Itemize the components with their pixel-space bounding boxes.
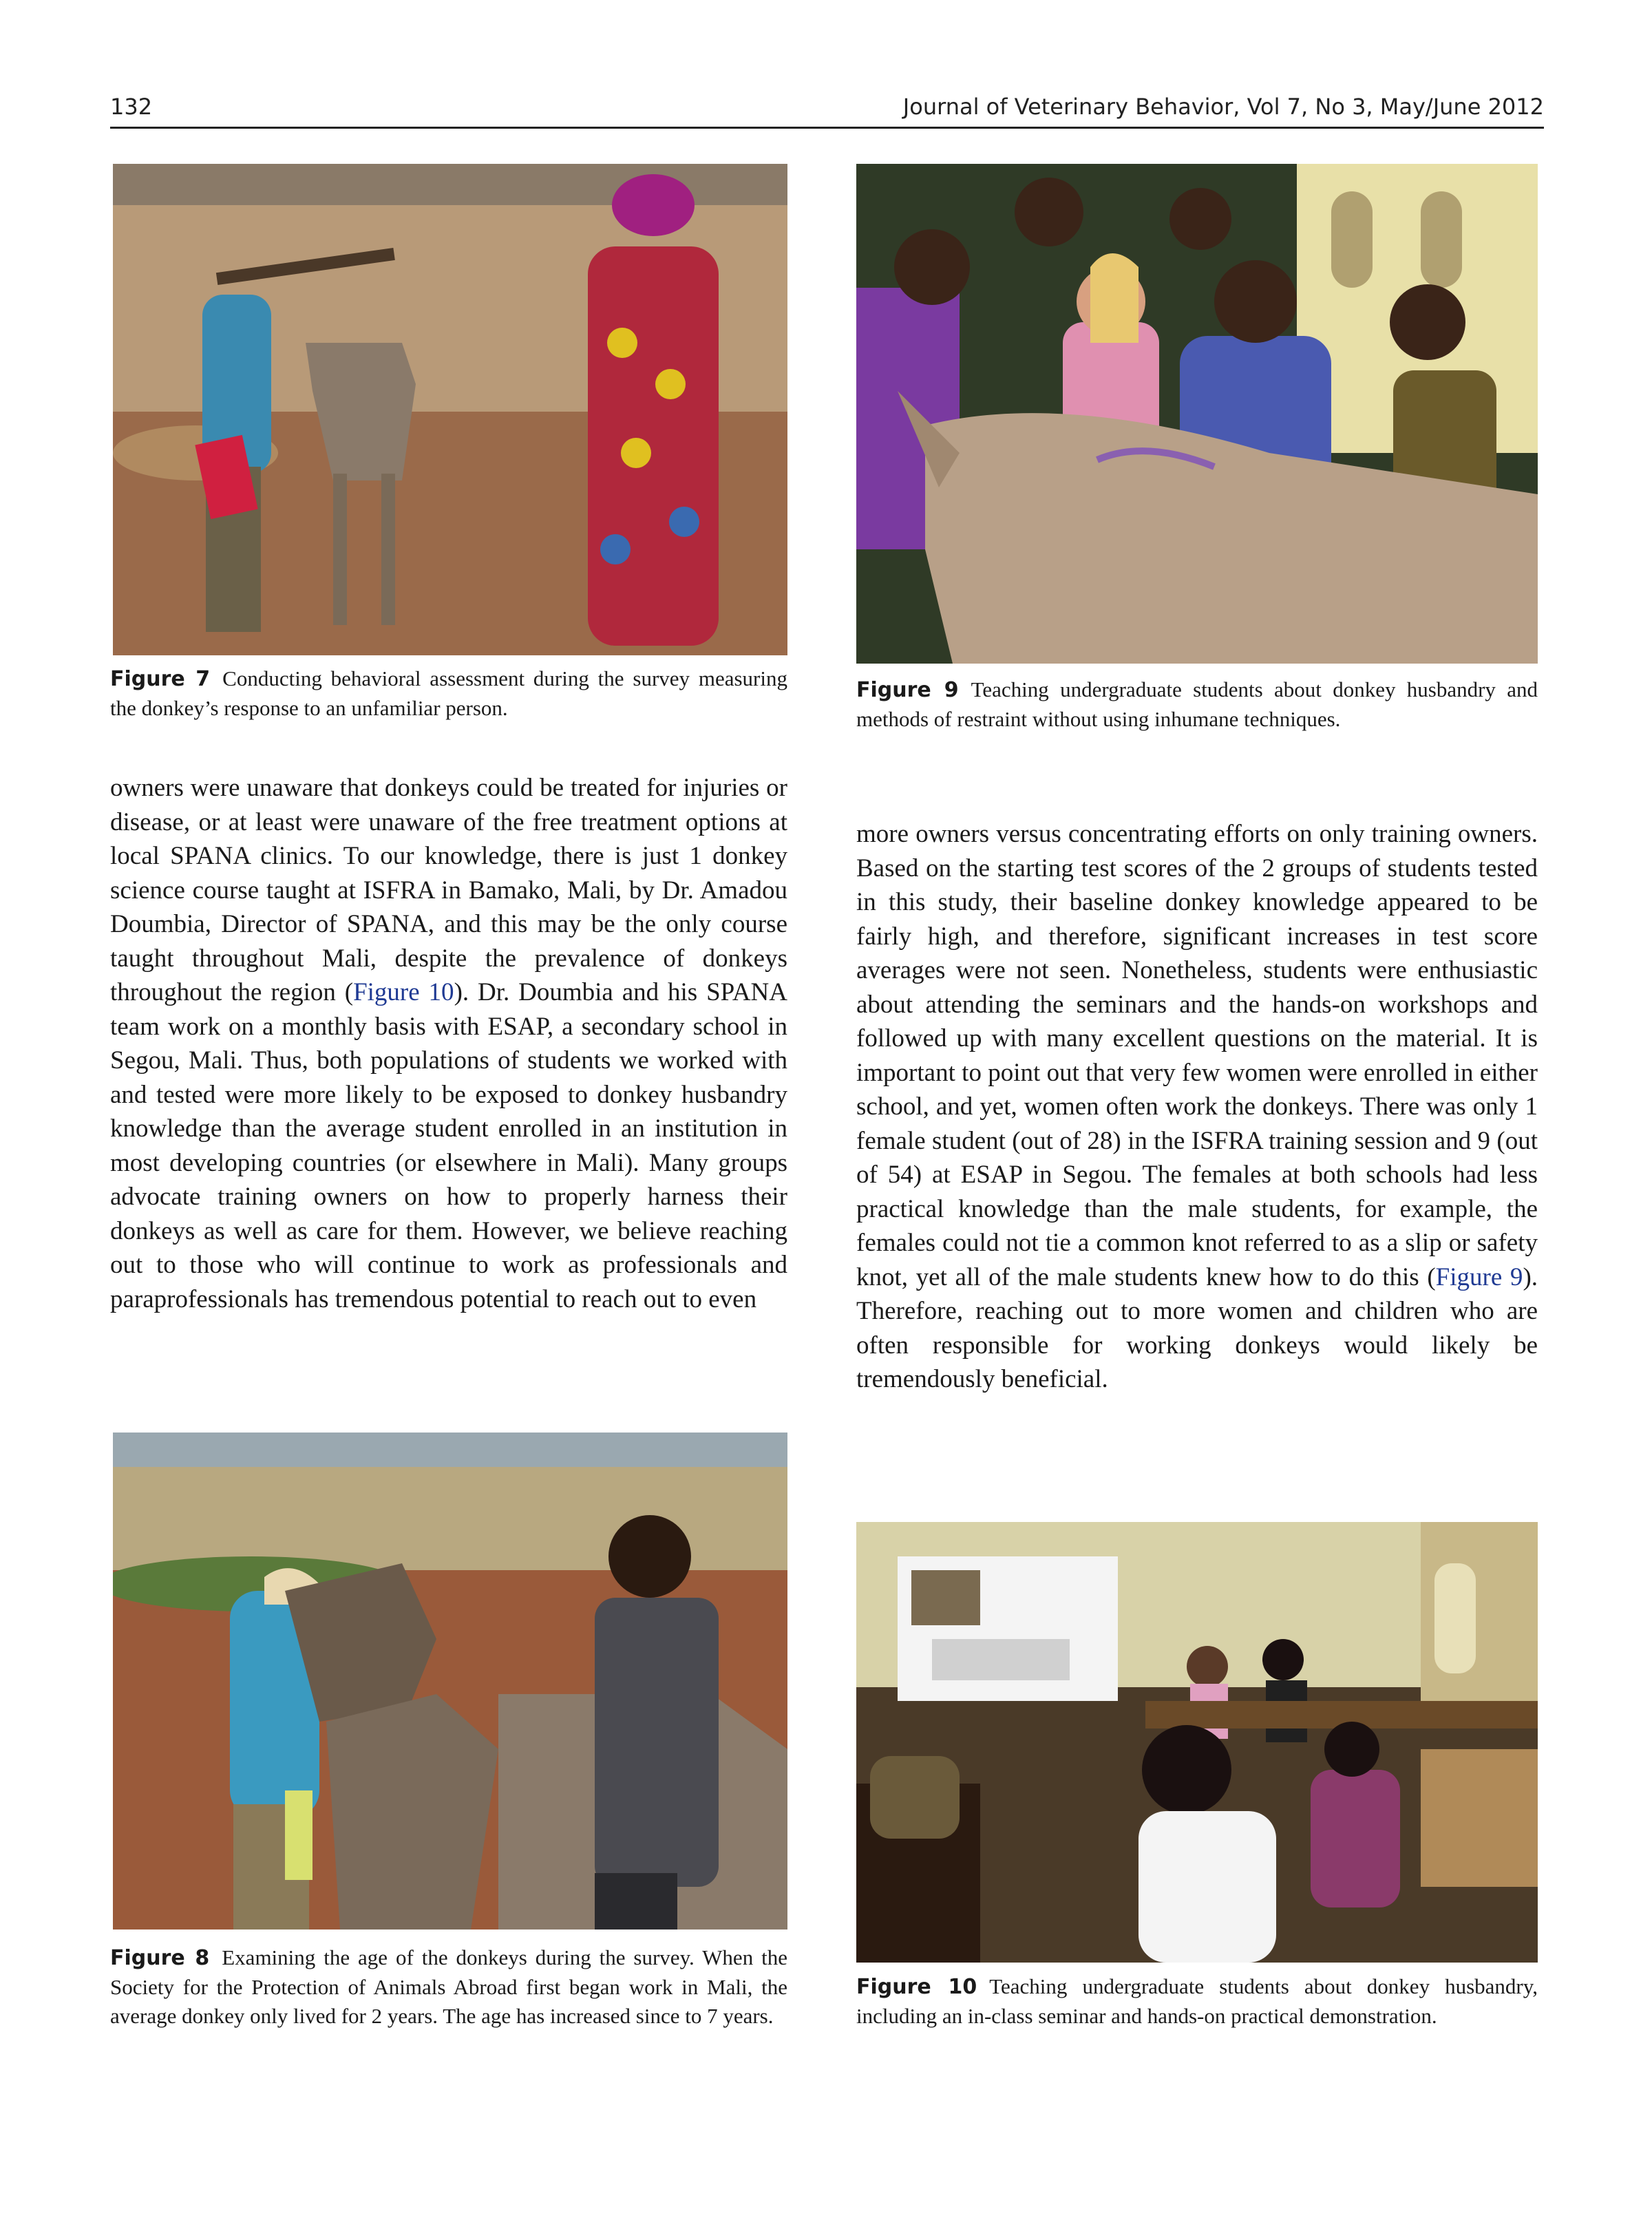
figure-9-label: Figure 9 — [856, 678, 959, 702]
right-paragraph-part1: more owners versus concentrating efforts on only training owners. Based on the starting test scores of the 2 groups of students tested in this study, their baseline donkey knowledge appeared to be fairly high, and therefore, significant increases in test score averages were not seen. Nonetheless, students were enthusiastic about attending the seminars and the hands-on workshops and followed up with many excellent questions on the material. It is important to point out that very few women were enrolled in either school, and yet, women often work the donkeys. There was only 1 female student (out of 28) in the ISFRA training session and 9 (out of 54) at ESAP in Segou. The females at both schools had less practical knowledge than the male students, for example, the females could not tie a common knot referred to as a slip or safety knot, yet all of the male students knew how to do this ( — [856, 820, 1538, 1291]
figure-10-reference-link[interactable]: Figure 10 — [353, 978, 454, 1006]
figure-7-photo — [113, 164, 787, 655]
figure-9-photo — [856, 164, 1538, 664]
left-column-text — [110, 771, 787, 1316]
figure-10-caption — [856, 1972, 1538, 2031]
right-paragraph-part2: ). Therefore, reaching out to more women and children who are often responsible for working donkeys would likely be tremendously beneficial. — [856, 1262, 1538, 1393]
figure-7-label: Figure 7 — [110, 667, 211, 691]
figure-8-photo — [113, 1433, 787, 1930]
header-rule — [110, 127, 1544, 129]
figure-9-reference-link[interactable]: Figure 9 — [1435, 1262, 1523, 1291]
figure-8-caption — [110, 1943, 787, 2031]
right-column-text — [856, 817, 1538, 1397]
figure-8-caption-text: Examining the age of the donkeys during the survey. When the Society for the Protection of Animals Abroad first began work in Mali, the average donkey only lived for 2 years. The age has increased since to 7 years. — [110, 1945, 787, 2028]
figure-8-label: Figure 8 — [110, 1946, 210, 1970]
page-number: 132 — [110, 94, 153, 120]
figure-10-label: Figure 10 — [856, 1975, 977, 1999]
figure-9-caption-text: Teaching undergraduate students about donkey husbandry and methods of restraint without using inhumane techniques. — [856, 677, 1538, 731]
figure-7-caption-text: Conducting behavioral assessment during the survey measuring the donkey’s response to an unfamiliar person. — [110, 666, 787, 720]
figure-10-caption-text: Teaching undergraduate students about donkey husbandry, including an in-class seminar and hands-on practical demonstration. — [856, 1974, 1538, 2028]
figure-9-caption — [856, 675, 1538, 734]
journal-running-head: Journal of Veterinary Behavior, Vol 7, No 3, May/June 2012 — [902, 94, 1544, 120]
left-paragraph-part1: owners were unaware that donkeys could be treated for injuries or disease, or at least were unaware of the free treatment options at local SPANA clinics. To our knowledge, there is just 1 donkey science course taught at ISFRA in Bamako, Mali, by Dr. Amadou Doumbia, Director of SPANA, and this may be the only course taught throughout Mali, despite the prevalence of donkeys throughout the region ( — [110, 774, 787, 1006]
figure-10-photo — [856, 1522, 1538, 1963]
figure-7-caption — [110, 664, 787, 723]
left-paragraph-part2: ). Dr. Doumbia and his SPANA team work on a monthly basis with ESAP, a secondary school in Segou, Mali. Thus, both populations of students we worked with and tested were more likely to be exposed to donkey husbandry knowledge than the average student enrolled in an institution in most developing countries (or elsewhere in Mali). Many groups advocate training owners on how to properly harness their donkeys as well as care for them. However, we believe reaching out to those who will continue to work as professionals and paraprofessionals has tremendous potential to reach out to even — [110, 978, 787, 1313]
